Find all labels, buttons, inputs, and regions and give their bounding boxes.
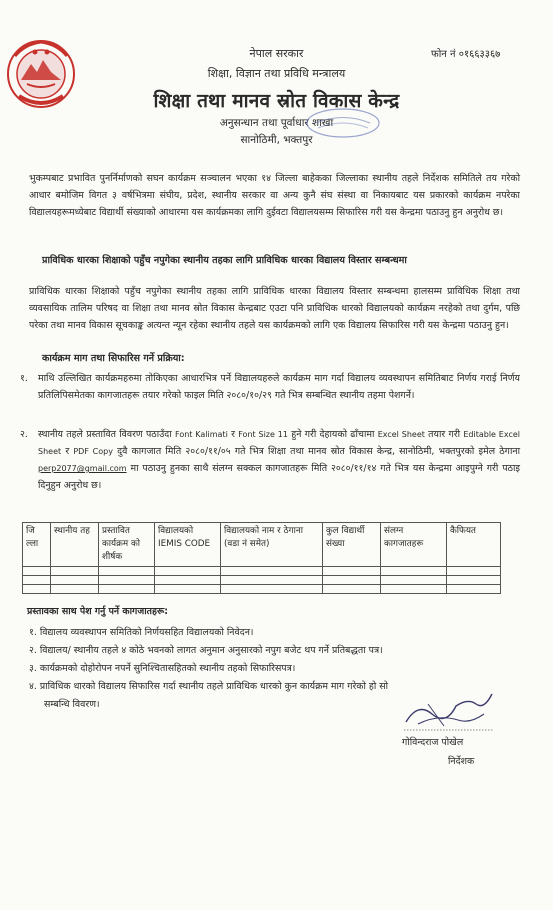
format-pdf: PDF Copy [73,447,113,456]
column-header: विद्यालयको नाम र ठेगाना (वडा नं समेत) [221,523,323,567]
government-name: नेपाल सरकार [249,47,304,60]
table-row [23,567,501,576]
table-cell [447,567,501,576]
table-cell [23,567,51,576]
table-cell [23,585,51,594]
text-run: र [231,429,235,440]
table-cell [155,576,221,585]
table-cell [381,585,447,594]
table-cell [99,576,155,585]
format-editable-excel: Editable Excel Sheet [38,430,521,456]
table-row [23,585,501,594]
ministry-name: शिक्षा, विज्ञान तथा प्रविधि मन्त्रालय [207,67,346,80]
table-cell [99,585,155,594]
table-cell [51,576,99,585]
office-stamp [304,106,382,140]
table-header-row [23,523,501,567]
table-cell [155,567,221,576]
table-cell [51,567,99,576]
subject-line: प्राविधिक धारका शिक्षाको पहुँच नपुगेका स्थानीय तहका लागि प्राविधिक धारका विद्यालय विस्तार सम्बन्धमा [42,255,407,266]
table-row [23,576,501,585]
table-cell [221,585,323,594]
body-paragraph: प्राविधिक धारका शिक्षाको पहुँच नपुगेका स्थानीय तहका लागि प्राविधिक धारका विद्यालय विस्तार सम्बन्धमा हालसम्म प्राविधिक शिक्षा तथा व्यवसायिक तालिम परिषद वा शिक्षा तथा मानव स्रोत विकास केन्द्रबाट एउटा पनि प्राविधिक धारको विद्यालयको कार्यक्रम नरहेको तथा दुर्गम, पछि परेका तथा मानव विकास सूचकाङ्क अत्यन्त न्यून रहेका स्थानीय तहले यस कार्यक्रमको लागि एक विद्यालय सिफारिस गरी यस केन्द्रमा पठाउनु हुन। [29,286,520,331]
text-run: हुने गरी देहायको ढाँचामा [291,429,375,440]
proposal-format-table [22,522,501,594]
attachment-item: २. विद्यालय/ स्थानीय तहले ४ कोठे भवनको लागत अनुमान अनुसारको नपुग बजेट थप गर्ने प्रतिबद्धता पत्र। [29,645,383,656]
table-cell [51,585,99,594]
table-cell [381,576,447,585]
procedure-heading: कार्यक्रम माग तथा सिफारिस गर्ने प्रक्रिया: [42,353,185,364]
table-cell [381,567,447,576]
text-run: तयार गरी [428,429,461,440]
item-text [38,426,520,494]
table-cell [221,567,323,576]
phone-number: फोन नं ०१६६३३६७ [431,49,501,60]
font-size: Font Size 11 [238,430,288,439]
center-name: शिक्षा तथा मानव स्रोत विकास केन्द्र [153,90,400,112]
column-header: कैफियत [447,523,501,567]
attachment-item-continued: सम्बन्धि विवरण। [44,699,100,710]
attachment-item: १. विद्यालय व्यवस्थापन समितिको निर्णयसहित विद्यालयको निवेदन। [29,627,254,638]
intro-paragraph: भुकम्पबाट प्रभावित पुनर्निर्माणको सघन कार्यक्रम सञ्चालन भएका १४ जिल्ला बाहेकका जिल्लाका स्थानीय तहले निर्देशक समितिले तय गरेको आधार बमोजिम विगत ३ वर्षभित्रमा संघीय, प्रदेश, स्थानीय सरकार वा अन्य कुनै संघ संस्था वा निकायबाट यस प्रकारको कार्यक्रम नपरेका विद्यालयहरूमध्येबाट विद्यार्थी संख्याको आधारमा यस कार्यक्रमका लागि दुईवटा विद्यालयसम्म सिफारिस गरी यस केन्द्रमा पठाउनु हुन अनुरोध छ। [29,173,520,218]
email-address[interactable]: perp2077@gmail.com [38,464,127,473]
item-number: १. [20,373,28,384]
column-header: जि ल्ला [23,523,51,567]
column-header: विद्यालयको IEMIS CODE [155,523,221,567]
text-run: दुवै कागजात मिति २०८०/११/०५ गते भित्र शिक्षा तथा मानव स्रोत विकास केन्द्र, सानोठिमी, भक्तपुरको इमेल ठेगाना [117,446,521,457]
handwritten-signature [398,684,498,734]
column-header: कुल विद्यार्थी संख्या [323,523,381,567]
table-cell [23,576,51,585]
column-header: प्रस्तावित कार्यक्रम को शीर्षक [99,523,155,567]
table-cell [155,585,221,594]
table-cell [221,576,323,585]
branch-name: अनुसन्धान तथा पूर्वाधार शाखा [219,117,334,129]
text-run: मा पठाउनु हुनका साथै संलग्न सक्कल कागजातहरू मिति २०८०/११/१४ गते भित्र यस केन्द्रमा आइपुग्ने गरी पठाइ दिनुहुन अनुरोध छ। [38,463,520,491]
attachment-item: ४. प्राविधिक धारको विद्यालय सिफारिस गर्दा स्थानीय तहले प्राविधिक धारको कुन कार्यक्रम माग गरेको हो सो [29,681,389,692]
table-cell [99,567,155,576]
attachment-item: ३. कार्यक्रमको दोहोरोपन नपर्ने सुनिश्चितासहितको स्थानीय तहको सिफारिसपत्र। [29,663,296,674]
font-name: Font Kalimati [175,430,228,439]
format-excel: Excel Sheet [377,430,425,439]
table-cell [447,585,501,594]
signer-designation: निर्देशक [448,756,475,767]
table-cell [447,576,501,585]
table-cell [323,576,381,585]
table-cell [323,585,381,594]
signer-name: गोविन्दराज पोखेल [402,737,464,748]
item-number: २. [20,429,28,440]
attachments-heading: प्रस्तावका साथ पेश गर्नु पर्ने कागजातहरू: [27,606,169,617]
office-address: सानोठिमी, भक्तपुर [240,134,313,146]
text-run: स्थानीय तहले प्रस्तावित विवरण पठाउँदा [38,429,172,440]
table-cell [323,567,381,576]
column-header: स्थानीय तह [51,523,99,567]
item-text: माथि उल्लिखित कार्यक्रमहरुमा तोकिएका आधारभित्र पर्ने विद्यालयहरुले कार्यक्रम माग गर्दा विद्यालय व्यवस्थापन समितिबाट निर्णय गराई निर्णय प्रतिलिपिसमेतका कागजातहरू तयार गरेको फाइल मिति २०८०/१०/२९ गते भित्र सम्बन्धित स्थानीय तहमा पेशगर्ने। [38,373,520,401]
column-header: संलग्न कागजातहरू [381,523,447,567]
text-run: र [65,446,70,457]
